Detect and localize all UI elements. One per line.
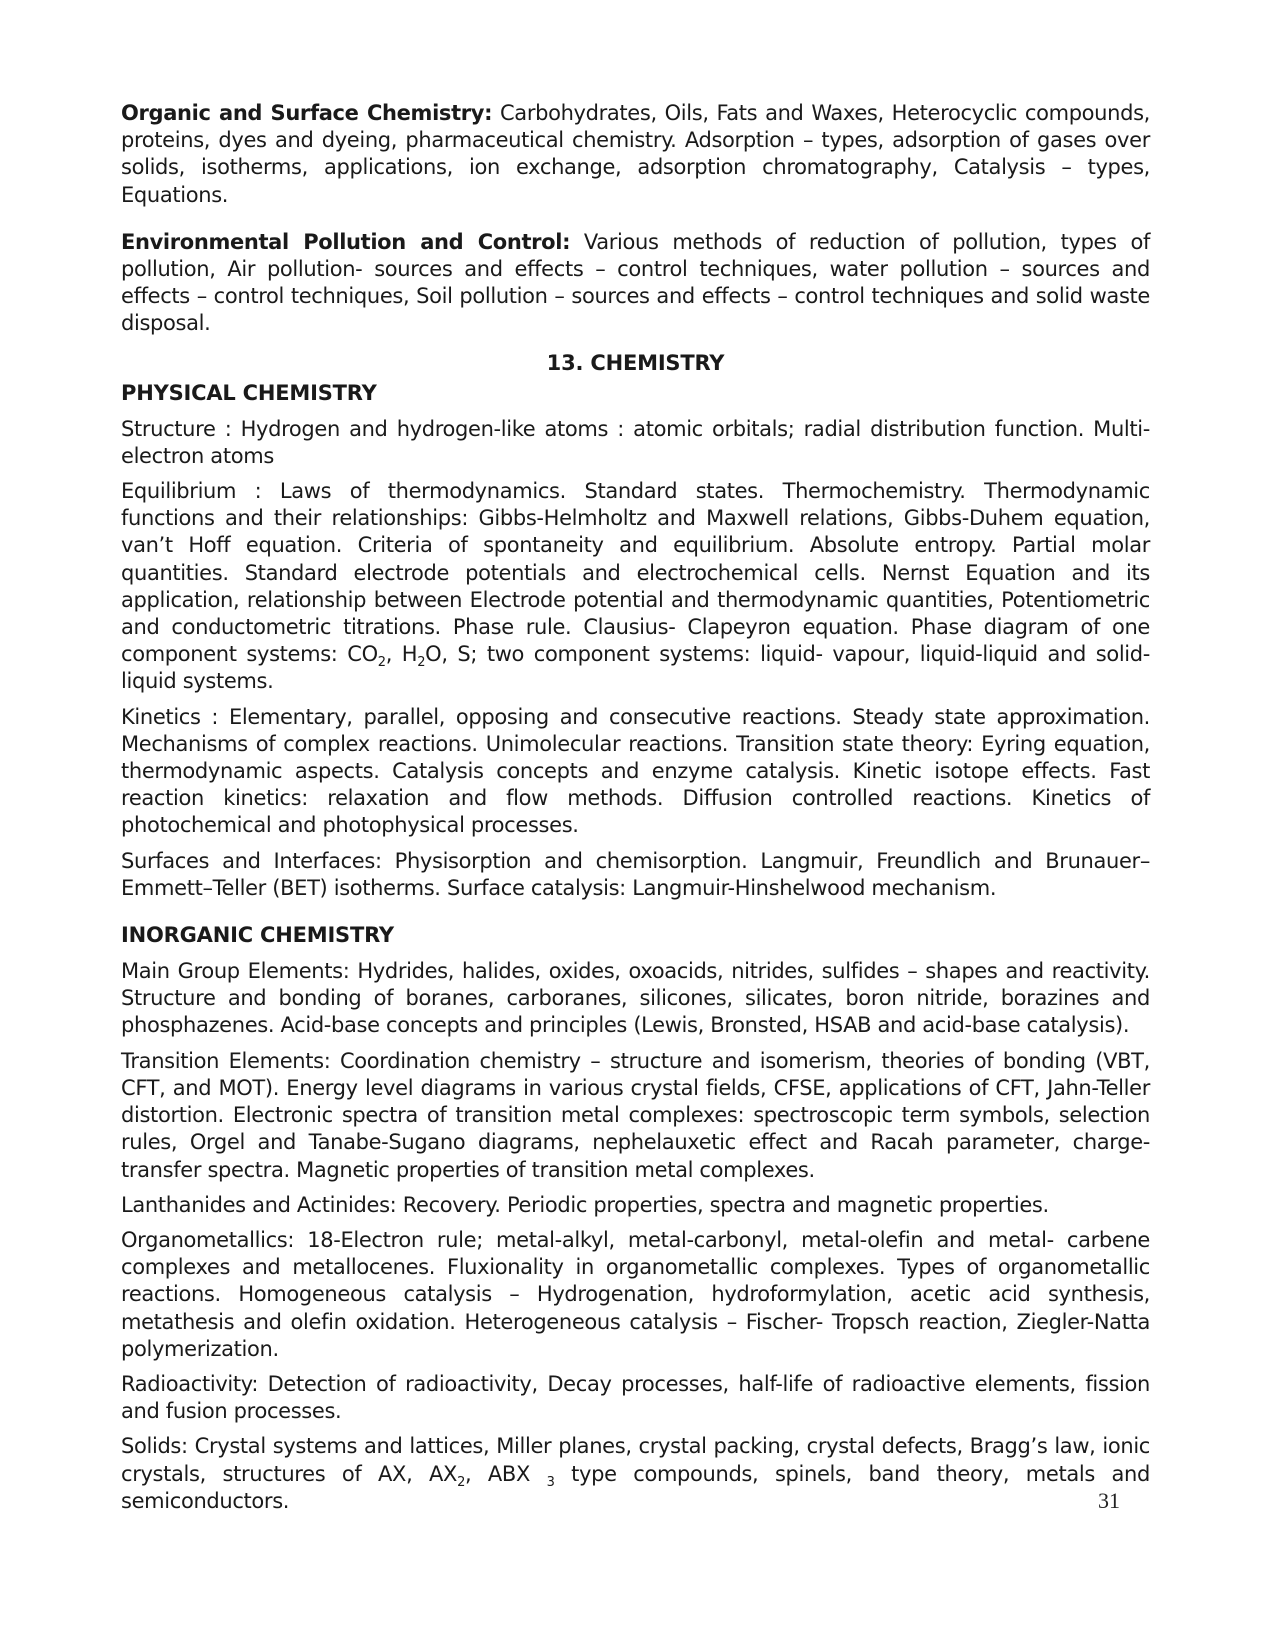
- equilibrium-text-c: O, S; two component systems: liquid- vapour, liquid-liquid and solid-liquid systems.: [121, 642, 1151, 694]
- solids-text-c: type compounds, spinels, band theory, metals and semiconductors.: [121, 1461, 1150, 1513]
- solids-text-b: , ABX: [464, 1461, 547, 1486]
- equilibrium-paragraph: [121, 478, 1150, 696]
- organic-surface-text: Carbohydrates, Oils, Fats and Waxes, Heterocyclic compounds, proteins, dyes and dyeing, pharmaceutical chemistry. Adsorption – types, adsorption of gases over solids, isotherms, applications, ion exchange, adsorption chromatography, Catalysis – types, Equations.: [121, 101, 1150, 207]
- transition-elements-paragraph: Transition Elements: Coordination chemistry – structure and isomerism, theories of bonding (VBT, CFT, and MOT). Energy level diagrams in various crystal fields, CFSE, applications of CFT, Jahn-Teller distortion. Electronic spectra of transition metal complexes: spectroscopic term symbols, selection rules, Orgel and Tanabe-Sugano diagrams, nephelauxetic effect and Racah parameter, charge-transfer spectra. Magnetic properties of transition metal complexes.: [121, 1048, 1150, 1182]
- organic-surface-heading: Organic and Surface Chemistry:: [121, 101, 493, 125]
- structure-paragraph: Structure : Hydrogen and hydrogen-like atoms : atomic orbitals; radial distribution function. Multi-electron atoms: [121, 416, 1150, 468]
- document-page: [121, 100, 1150, 1515]
- environmental-text: Various methods of reduction of pollution, types of pollution, Air pollution- sources and effects – control techniques, water pollution – sources and effects – control techniques, Soil pollution – sources and effects – control techniques and solid waste disposal.: [121, 229, 1150, 336]
- subscript: 2: [457, 1474, 465, 1490]
- solids-paragraph: [121, 1433, 1150, 1515]
- subscript: 3: [546, 1474, 555, 1490]
- kinetics-paragraph: Kinetics : Elementary, parallel, opposing and consecutive reactions. Steady state approximation. Mechanisms of complex reactions. Unimolecular reactions. Transition state theory: Eyring equation, thermodynamic aspects. Catalysis concepts and enzyme catalysis. Kinetic isotope effects. Fast reaction kinetics: relaxation and flow methods. Diffusion controlled reactions. Kinetics of photochemical and photophysical processes.: [121, 704, 1150, 838]
- subscript: 2: [377, 655, 386, 671]
- equilibrium-text-b: , H: [385, 642, 418, 667]
- surfaces-paragraph: Surfaces and Interfaces: Physisorption and chemisorption. Langmuir, Freundlich and Brunauer–Emmett–Teller (BET) isotherms. Surface catalysis: Langmuir-Hinshelwood mechanism.: [121, 848, 1150, 900]
- subscript: 2: [417, 655, 426, 671]
- lanthanides-paragraph: Lanthanides and Actinides: Recovery. Periodic properties, spectra and magnetic properties.: [121, 1192, 1049, 1217]
- equilibrium-text-a: Equilibrium : Laws of thermodynamics. Standard states. Thermochemistry. Thermodynamic functions and their relationships: Gibbs-Helmholtz and Maxwell relations, Gibbs-Duhem equation, van’t Hoff equation. Criteria of spontaneity and equilibrium. Absolute entropy. Partial molar quantities. Standard electrode potentials and electrochemical cells. Nernst Equation and its application, relationship between Electrode potential and thermodynamic quantities, Potentiometric and conductometric titrations. Phase rule. Clausius- Clapeyron equation. Phase diagram of one component systems: CO: [121, 479, 1150, 667]
- radioactivity-paragraph: Radioactivity: Detection of radioactivity, Decay processes, half-life of radioactive elements, fission and fusion processes.: [121, 1371, 1150, 1424]
- page-number: 31: [1098, 1488, 1120, 1513]
- environmental-heading: Environmental Pollution and Control:: [121, 229, 571, 254]
- environmental-paragraph: [121, 229, 1150, 338]
- main-group-paragraph: Main Group Elements: Hydrides, halides, oxides, oxoacids, nitrides, sulfides – shapes and reactivity. Structure and bonding of boranes, carboranes, silicones, silicates, boron nitride, borazines and phosphazenes. Acid-base concepts and principles (Lewis, Bronsted, HSAB and acid-base catalysis).: [121, 959, 1150, 1038]
- section-title: 13. CHEMISTRY: [546, 350, 725, 375]
- organometallics-paragraph: Organometallics: 18-Electron rule; metal-alkyl, metal-carbonyl, metal-olefin and metal- carbene complexes and metallocenes. Fluxionality in organometallic complexes. Types of organometallic reactions. Homogeneous catalysis – Hydrogenation, hydroformylation, acetic acid synthesis, metathesis and olefin oxidation. Heterogeneous catalysis – Fischer- Tropsch reaction, Ziegler-Natta polymerization.: [121, 1227, 1150, 1361]
- physical-chemistry-heading: PHYSICAL CHEMISTRY: [121, 380, 377, 405]
- solids-text-a: Solids: Crystal systems and lattices, Miller planes, crystal packing, crystal defects, Bragg’s law, ionic crystals, structures of AX, AX: [121, 1434, 1150, 1486]
- organic-surface-paragraph: [121, 100, 1150, 209]
- inorganic-chemistry-heading: INORGANIC CHEMISTRY: [121, 923, 394, 948]
